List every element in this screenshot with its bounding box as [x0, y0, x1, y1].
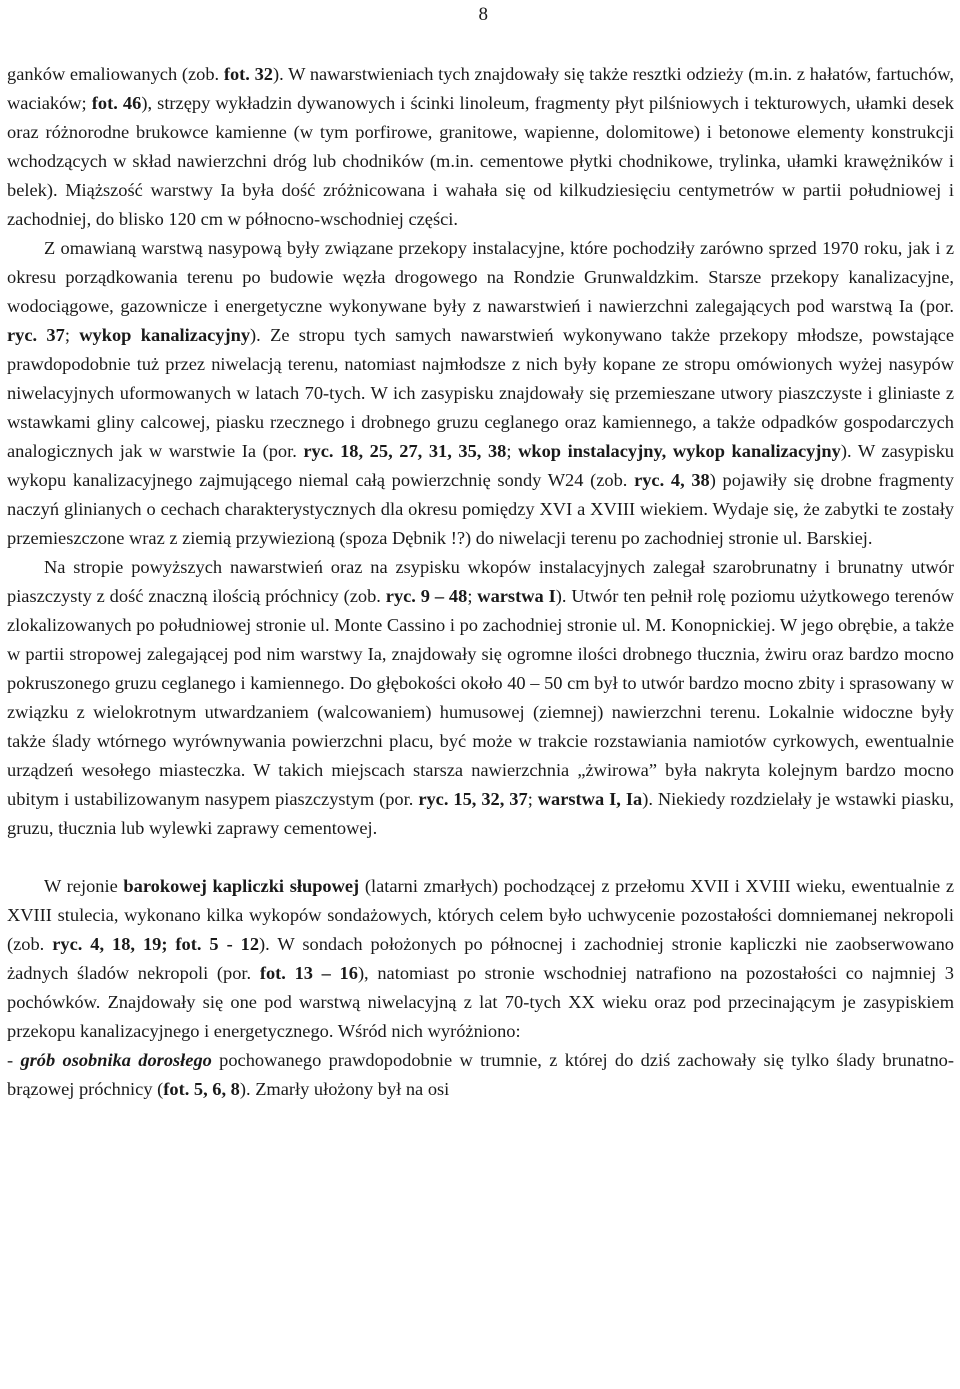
text-run: ). Niekiedy rozdzielały je wstawki piasku, gruzu, tłucznia lub wylewki zaprawy cementowej. [7, 789, 955, 838]
emphasis-text: fot. 13 – 16 [259, 963, 358, 983]
emphasis-text: ryc. 4, 38 [634, 470, 710, 490]
emphasis-text: fot. 32 [223, 64, 273, 84]
text-run: ), strzępy wykładzin dywanowych i ścinki linoleum, fragmenty płyt pilśniowych i tekturowych, ułamki desek oraz różnorodne brukowce kamienne (w tym porfirowe, granitowe, wapienne, dolomitowe) i betonowe elementy konstrukcji wchodzących w skład nawierzchni dróg lub chodników (m.in. cementowe płytki chodnikowe, trylinka, ułamki krawężników i belek). Miąższość warstwy Ia była dość zróżnicowana i wahała się od kilkudziesięciu centymetrów w partii południowej i zachodniej, do blisko 120 cm w północno-wschodniej części. [7, 93, 954, 229]
text-run: ). Zmarły ułożony był na osi [239, 1079, 450, 1099]
text-run: - [7, 1050, 21, 1070]
emphasis-text: ryc. 18, 25, 27, 31, 35, 38 [303, 441, 507, 461]
emphasis-text: warstwa I [477, 586, 556, 606]
text-run: ). W sondach położonych po północnej i zachodniej stronie kapliczki nie zaobserwowano żadnych śladów nekropoli (por. [7, 934, 954, 983]
page-number: 8 [478, 4, 488, 25]
text-run: ). Ze stropu tych samych nawarstwień wykonywano także przekopy młodsze, powstające prawdopodobnie tuż przez niwelacją terenu, natomiast najmłodsze z nich były kopane ze stropu omówionych wyżej nasypów niwelacyjnych uformowanych w latach 70-tych. W ich zasypisku znajdowały się przemieszane utwory piaszczyste i gliniaste z wstawkami gliny calcowej, piasku rzecznego i drobnego gruzu ceglanego oraz kamiennego, a także odpadków gospodarczych analogicznych jak w warstwie Ia (por. [7, 325, 954, 461]
text-run: ) pojawiły się drobne fragmenty naczyń glinianych o cechach charakterystycznych dla okresu pomiędzy XVI a XVIII wiekiem. Wydaje się, że zabytki te zostały przemieszczone wraz z ziemią przywiezioną (spoza Dębnik !?) do niwelacji terenu po zachodniej stronie ul. Barskiej. [7, 470, 954, 548]
emphasis-text: ryc. 15, 32, 37 [418, 789, 528, 809]
text-run: Z omawianą warstwą nasypową były związane przekopy instalacyjne, które pochodziły zarówno sprzed 1970 roku, jak i z okresu porządkowania terenu po budowie węzła drogowego na Rondzie Grunwaldzkim. Starsze przekopy kanalizacyjne, wodociągowe, gazownicze i energetyczne wykonywane były z nawarstwień i nawierzchni zalegających pod warstwą Ia (por. [7, 238, 954, 316]
text-run: ; [527, 789, 538, 809]
text-run: W rejonie [44, 876, 124, 896]
text-run: ), natomiast po stronie wschodniej natrafiono na pozostałości co najmniej 3 pochówków. Znajdowały się one pod warstwą niwelacyjną z lat 70-tych XX wieku oraz pod przecinającym je zasypiskiem przekopu kanalizacyjnego i energetycznego. Wśród nich wyróżniono: [7, 963, 955, 1041]
text-run: ganków emaliowanych (zob. [7, 64, 224, 84]
text-run: pochowanego prawdopodobnie w trumnie, z której do dziś zachowały się tylko ślady brunatno-brązowej próchnicy ( [7, 1050, 954, 1099]
text-run: ). Utwór ten pełnił rolę poziomu użytkowego terenów zlokalizowanych po południowej stronie ul. Monte Cassino i po zachodniej stronie ul. M. Konopnickiej. W jego obrębie, a także w partii stropowej zalegającej pod nim warstwy Ia, znajdowały się ogromne ilości drobnego tłucznia, żwiru oraz bardzo mocno pokruszonego gruzu ceglanego i kamiennego. Do głębokości około 40 – 50 cm był to utwór bardzo mocno zbity i sprasowany w związku z wielokrotnym utwardzaniem (walcowaniem) humusowej (ziemnej) nawierzchni terenu. Lokalnie widoczne były także ślady wtórnego wyrównywania powierzchni placu, być może w trakcie rozstawiania namiotów cyrkowych, ewentualnie urządzeń wesołego miasteczka. W takich miejscach starsza nawierzchnia „żwirowa” była nakryta kolejnym bardzo mocno ubitym i ustabilizowanym nasypem piaszczystym (por. [7, 586, 954, 809]
text-run: ; [467, 586, 478, 606]
text-run: ). W zasypisku wykopu kanalizacyjnego zajmującego niemal całą powierzchnię sondy W24 (zob. [7, 441, 954, 490]
text-run: (latarni zmarłych) pochodzącej z przełomu XVII i XVIII wieku, ewentualnie z XVIII stulecia, wykonano kilka wykopów sondażowych, których celem było uchwycenie pozostałości domniemanej nekropoli (zob. [7, 876, 954, 954]
emphasis-text: fot. 46 [91, 93, 142, 113]
text-run: ; [64, 325, 80, 345]
emphasis-text: ryc. 9 – 48 [385, 586, 468, 606]
document-body [7, 60, 954, 1104]
paragraph-p2 [7, 234, 954, 553]
emphasis-text: ryc. 37 [7, 325, 65, 345]
emphasis-text: wkop instalacyjny, wykop kanalizacyjny [518, 441, 841, 461]
emphasis-text: ryc. 4, 18, 19; fot. 5 - 12 [52, 934, 260, 954]
emphasis-text: warstwa I, Ia [537, 789, 643, 809]
emphasis-text: fot. 5, 6, 8 [163, 1079, 240, 1099]
paragraph-p3 [7, 553, 954, 843]
emphasis-text: wykop kanalizacyjny [79, 325, 251, 345]
text-run: ). W nawarstwieniach tych znajdowały się także resztki odzieży (m.in. z hałatów, fartuchów, waciaków; [7, 64, 954, 113]
emphasis-text: barokowej kapliczki słupowej [123, 876, 360, 896]
paragraph-p4 [7, 872, 954, 1046]
emphasis-text: grób osobnika dorosłego [20, 1050, 212, 1070]
text-run: Na stropie powyższych nawarstwień oraz na zsypisku wkopów instalacyjnych zalegał szarobrunatny i brunatny utwór piaszczysty z dość znaczną ilością próchnicy (zob. [7, 557, 954, 606]
paragraph-p1 [7, 60, 954, 234]
paragraph-p5 [7, 1046, 954, 1104]
text-run: ; [506, 441, 519, 461]
